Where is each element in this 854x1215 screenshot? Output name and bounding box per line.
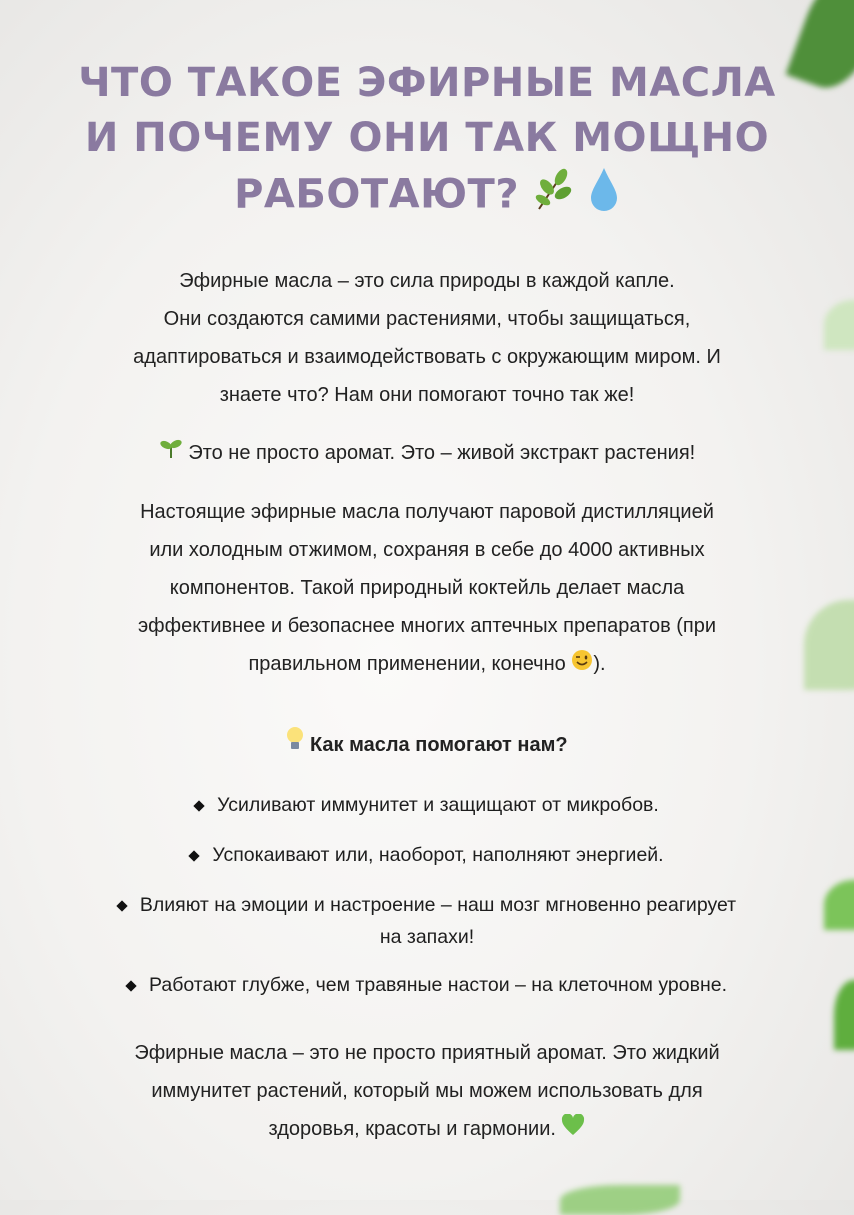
text-line: Настоящие эфирные масла получают паровой дистилляцией — [140, 501, 714, 523]
title-line: И ПОЧЕМУ ОНИ ТАК МОЩНО — [84, 115, 770, 161]
text-line: иммунитет растений, который мы можем использовать для — [151, 1080, 703, 1102]
text-line — [0, 645, 854, 684]
title-line: ЧТО ТАКОЕ ЭФИРНЫЕ МАСЛА — [78, 60, 776, 106]
benefit-text: Усиливают иммунитет и защищают от микробов. — [217, 794, 659, 816]
highlight-line — [0, 434, 854, 473]
wink-emoji-icon — [571, 646, 593, 684]
benefit-text: Успокаивают или, наоборот, наполняют энергией. — [212, 844, 664, 866]
text-span: ). — [593, 653, 606, 675]
benefit-text: Влияют на эмоции и настроение – наш мозг мгновенно реагирует — [139, 894, 737, 916]
text-line: или холодным отжимом, сохраняя в себе до 4000 активных — [149, 539, 705, 561]
benefits-heading — [0, 726, 854, 765]
herb-icon — [533, 167, 573, 226]
green-heart-icon — [561, 1111, 585, 1149]
benefit-text: Работают глубже, чем травяные настои – на клеточном уровне. — [149, 974, 727, 996]
background-leaf — [560, 1185, 680, 1215]
page-title — [0, 56, 854, 227]
title-text: РАБОТАЮТ? — [234, 171, 520, 218]
heading-text: Как масла помогают нам? — [309, 734, 568, 756]
details-paragraph — [0, 493, 854, 684]
seedling-icon — [159, 435, 183, 473]
text-line: Эфирные масла – это сила природы в каждой капле. — [179, 270, 675, 292]
benefit-item — [0, 789, 854, 821]
text-line: знаете что? Нам они помогают точно так же! — [219, 384, 635, 406]
diamond-bullet-icon — [189, 850, 200, 861]
benefit-item — [0, 889, 854, 953]
text-line: адаптироваться и взаимодействовать с окружающим миром. И — [133, 346, 721, 368]
lightbulb-icon — [286, 726, 304, 765]
benefit-item — [0, 839, 854, 871]
droplet-icon — [588, 166, 620, 227]
diamond-bullet-icon — [193, 800, 204, 811]
text-span: здоровья, красоты и гармонии. — [268, 1118, 556, 1140]
highlight-text: Это не просто аромат. Это – живой экстракт растения! — [188, 442, 696, 464]
text-line: Эфирные масла – это не просто приятный аромат. Это жидкий — [134, 1042, 720, 1064]
text-line: Они создаются самими растениями, чтобы защищаться, — [163, 308, 691, 330]
diamond-bullet-icon — [116, 900, 127, 911]
intro-paragraph — [0, 262, 854, 414]
benefit-item — [0, 969, 854, 1001]
text-line — [0, 1110, 854, 1149]
benefit-text: на запахи! — [379, 926, 475, 948]
text-span: правильном применении, конечно — [248, 653, 566, 675]
title-line — [0, 166, 854, 227]
text-line: компонентов. Такой природный коктейль делает масла — [169, 577, 685, 599]
text-line: эффективнее и безопаснее многих аптечных препаратов (при — [137, 615, 717, 637]
diamond-bullet-icon — [125, 980, 136, 991]
conclusion-paragraph — [0, 1034, 854, 1149]
